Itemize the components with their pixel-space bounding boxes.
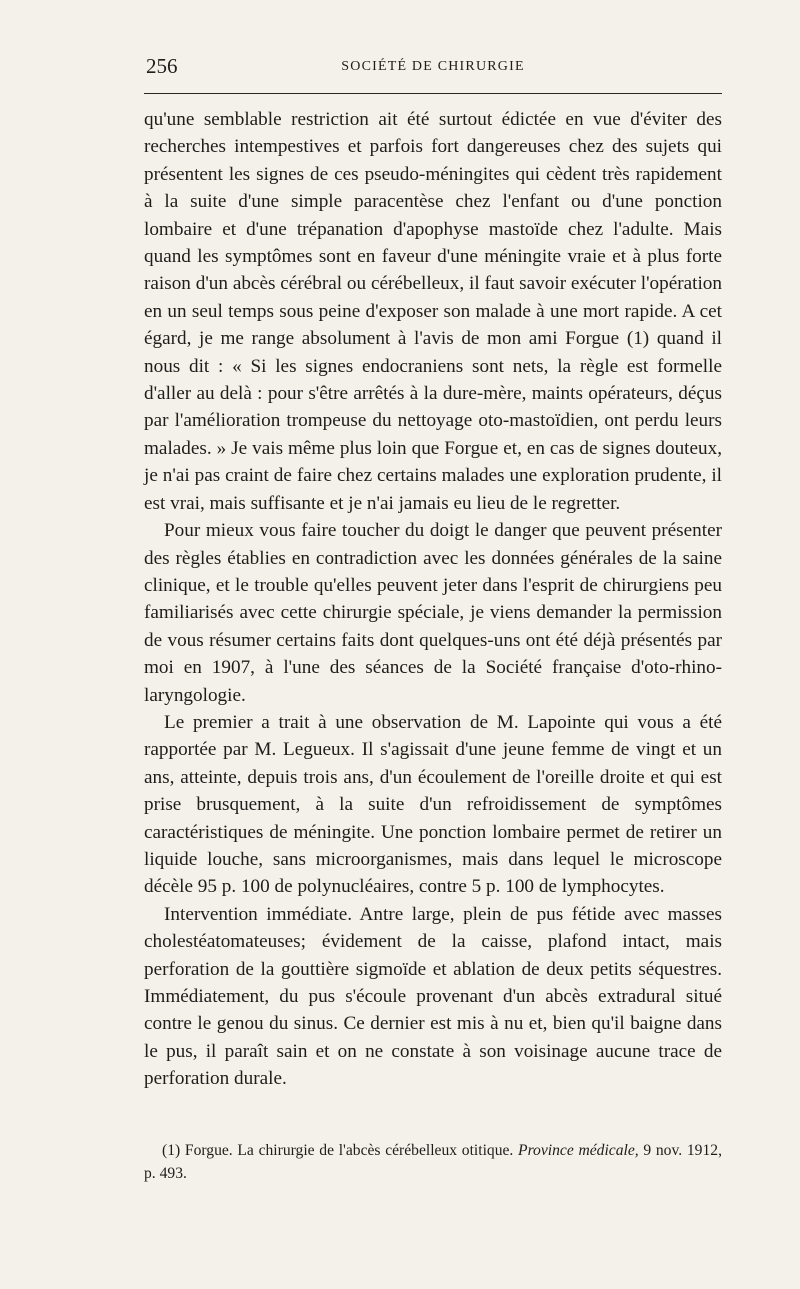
running-title: SOCIÉTÉ DE CHIRURGIE	[341, 59, 525, 74]
header-rule	[144, 93, 722, 94]
footnote-text: (1) Forgue. La chirurgie de l'abcès cérébelleux otitique.	[162, 1142, 514, 1159]
footnote	[144, 1139, 722, 1185]
body-text	[144, 106, 722, 1093]
footnote-citation: 9 nov. 1912, p. 493.	[144, 1142, 722, 1182]
paragraph: Le premier a trait à une observation de M. Lapointe qui vous a été rapportée par M. Legueux. Il s'agissait d'une jeune femme de vingt et un ans, atteinte, depuis trois ans, d'un écoulement de l'oreille droite et qui est prise brusquement, à la suite d'un refroidissement de symptômes caractéristiques de méningite. Une ponction lombaire permet de retirer un liquide louche, sans microorganismes, mais dans lequel le microscope décèle 95 p. 100 de polynucléaires, contre 5 p. 100 de lymphocytes.	[144, 711, 722, 898]
page-number: 256	[146, 54, 178, 78]
paragraph: Pour mieux vous faire toucher du doigt le danger que peuvent présenter des règles établies en contradiction avec les données générales de la saine clinique, et le trouble qu'elles peuvent jeter dans l'esprit de chirurgiens peu familiarisés avec cette chirurgie spéciale, je viens demander la permission de vous résumer certains faits dont quelques-uns ont été déjà présentés par moi en 1907, à l'une des séances de la Société française d'oto-rhino-laryngologie.	[144, 520, 722, 706]
paragraph: Intervention immédiate. Antre large, plein de pus fétide avec masses cholestéatomateuses; évidement de la caisse, plafond intact, mais perforation de la gouttière sigmoïde et ablation de deux petits séquestres. Immédiatement, du pus s'écoule provenant d'un abcès extradural situé contre le genou du sinus. Ce dernier est mis à nu et, bien qu'il baigne dans le pus, il paraît sain et on ne constate à son voisinage aucune trace de perforation durale.	[144, 903, 722, 1090]
footnote-journal: Province médicale,	[518, 1142, 639, 1159]
paragraph: qu'une semblable restriction ait été surtout édictée en vue d'éviter des recherches intempestives et parfois fort dangereuses chez des sujets qui présentent les signes de ces pseudo-méningites qui cèdent très rapidement à la suite d'une simple paracentèse chez l'enfant ou d'une ponction lombaire et d'une trépanation d'apophyse mastoïde chez l'adulte. Mais quand les symptômes sont en faveur d'une méningite vraie et à plus forte raison d'un abcès cérébral ou cérébelleux, il faut savoir exécuter l'opération en un seul temps sous peine d'exposer son malade à une mort rapide. A cet égard, je me range absolument à l'avis de mon ami Forgue (1) quand il nous dit : « Si les signes endocraniens sont nets, la règle est formelle d'aller au delà : pour s'être arrêtés à la dure-mère, maints opérateurs, déçus par l'amélioration trompeuse du nettoyage oto-mastoïdien, ont perdu leurs malades. » Je vais même plus loin que Forgue et, en cas de signes douteux, je n'ai pas craint de faire chez certains malades une exploration prudente, il est vrai, mais suffisante et je n'ai jamais eu lieu de le regretter.	[144, 109, 722, 514]
page-header	[144, 50, 722, 90]
